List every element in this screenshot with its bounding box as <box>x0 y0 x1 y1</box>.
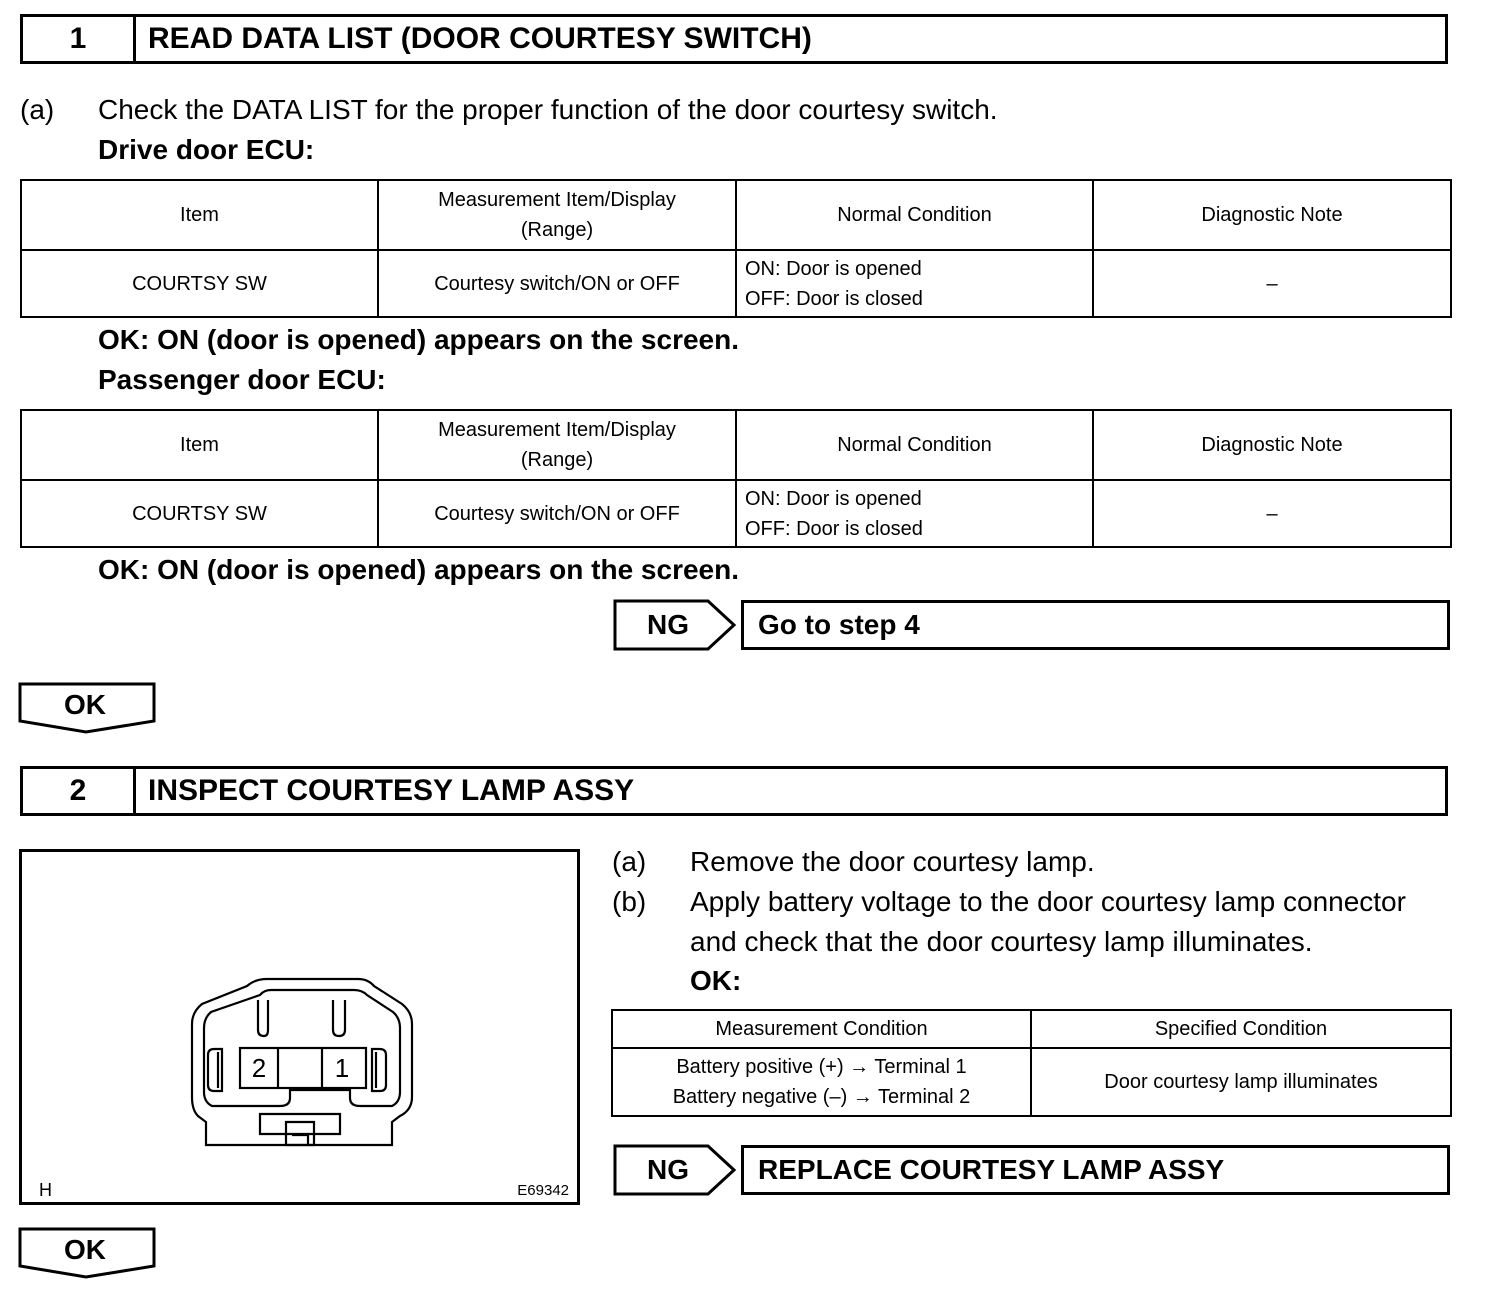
connector-icon <box>22 852 577 1202</box>
drive-door-heading: Drive door ECU: <box>98 134 315 165</box>
step-2-ok-arrow <box>18 1227 156 1279</box>
terminal-2-label: 2 <box>251 1053 267 1083</box>
cell-specified-condition: Door courtesy lamp illuminates <box>1031 1048 1451 1116</box>
header-measurement: Measurement Item/Display (Range) <box>378 410 736 480</box>
step-1-ng-result: Go to step 4 <box>741 600 1450 650</box>
header-normal-condition: Normal Condition <box>736 410 1093 480</box>
connector-figure <box>19 849 580 1205</box>
drive-door-data-table <box>20 179 1452 318</box>
ng-label: NG <box>647 609 689 640</box>
header-item: Item <box>21 410 378 480</box>
step-2-ok-heading: OK: <box>690 965 742 996</box>
step-2-number: 2 <box>23 769 136 813</box>
step-1-ng-arrow <box>613 599 737 651</box>
step-2-b-line1: Apply battery voltage to the door courtesy lamp connector <box>690 886 1406 917</box>
header-normal-condition: Normal Condition <box>736 180 1093 250</box>
header-measurement: Measurement Item/Display (Range) <box>378 180 736 250</box>
step-1-ok-arrow <box>18 682 156 734</box>
step-1-a-label: (a) <box>20 94 55 125</box>
ng-label: NG <box>647 1154 689 1185</box>
cell-item: COURTSY SW <box>21 480 378 547</box>
cell-measurement: Courtesy switch/ON or OFF <box>378 480 736 547</box>
header-measurement-condition: Measurement Condition <box>612 1010 1031 1048</box>
passenger-ok-text: OK: ON (door is opened) appears on the screen. <box>98 554 739 585</box>
header-diagnostic-note: Diagnostic Note <box>1093 180 1451 250</box>
header-diagnostic-note: Diagnostic Note <box>1093 410 1451 480</box>
drive-ok-text: OK: ON (door is opened) appears on the screen. <box>98 324 739 355</box>
step-2-header <box>20 766 1448 816</box>
cell-measurement-condition: Battery positive (+) → Terminal 1 Battery negative (–) → Terminal 2 <box>612 1048 1031 1116</box>
step-2-title: INSPECT COURTESY LAMP ASSY <box>148 774 635 807</box>
figure-code: E69342 <box>517 1182 569 1199</box>
step-2-a-text: Remove the door courtesy lamp. <box>690 846 1095 877</box>
figure-corner-label: H <box>39 1180 52 1200</box>
step-1-header <box>20 14 1448 64</box>
cell-item: COURTSY SW <box>21 250 378 317</box>
step-2-b-label: (b) <box>612 886 647 917</box>
spec-table <box>611 1009 1452 1117</box>
step-1-a-text: Check the DATA LIST for the proper function of the door courtesy switch. <box>98 94 998 125</box>
passenger-door-heading: Passenger door ECU: <box>98 364 386 395</box>
step-1-number: 1 <box>23 17 136 61</box>
step-2-ng-result: REPLACE COURTESY LAMP ASSY <box>741 1145 1450 1195</box>
passenger-door-data-table <box>20 409 1452 548</box>
cell-diagnostic-note: – <box>1093 480 1451 547</box>
header-specified-condition: Specified Condition <box>1031 1010 1451 1048</box>
ok-label: OK <box>64 1234 106 1265</box>
cell-normal-condition: ON: Door is opened OFF: Door is closed <box>736 480 1093 547</box>
step-2-b-line2: and check that the door courtesy lamp illuminates. <box>690 926 1313 957</box>
step-1-title: READ DATA LIST (DOOR COURTESY SWITCH) <box>148 22 812 55</box>
step-2-ng-arrow <box>613 1144 737 1196</box>
cell-normal-condition: ON: Door is opened OFF: Door is closed <box>736 250 1093 317</box>
cell-measurement: Courtesy switch/ON or OFF <box>378 250 736 317</box>
terminal-1-label: 1 <box>334 1053 350 1083</box>
header-item: Item <box>21 180 378 250</box>
step-2-a-label: (a) <box>612 846 647 877</box>
ok-label: OK <box>64 689 106 720</box>
cell-diagnostic-note: – <box>1093 250 1451 317</box>
